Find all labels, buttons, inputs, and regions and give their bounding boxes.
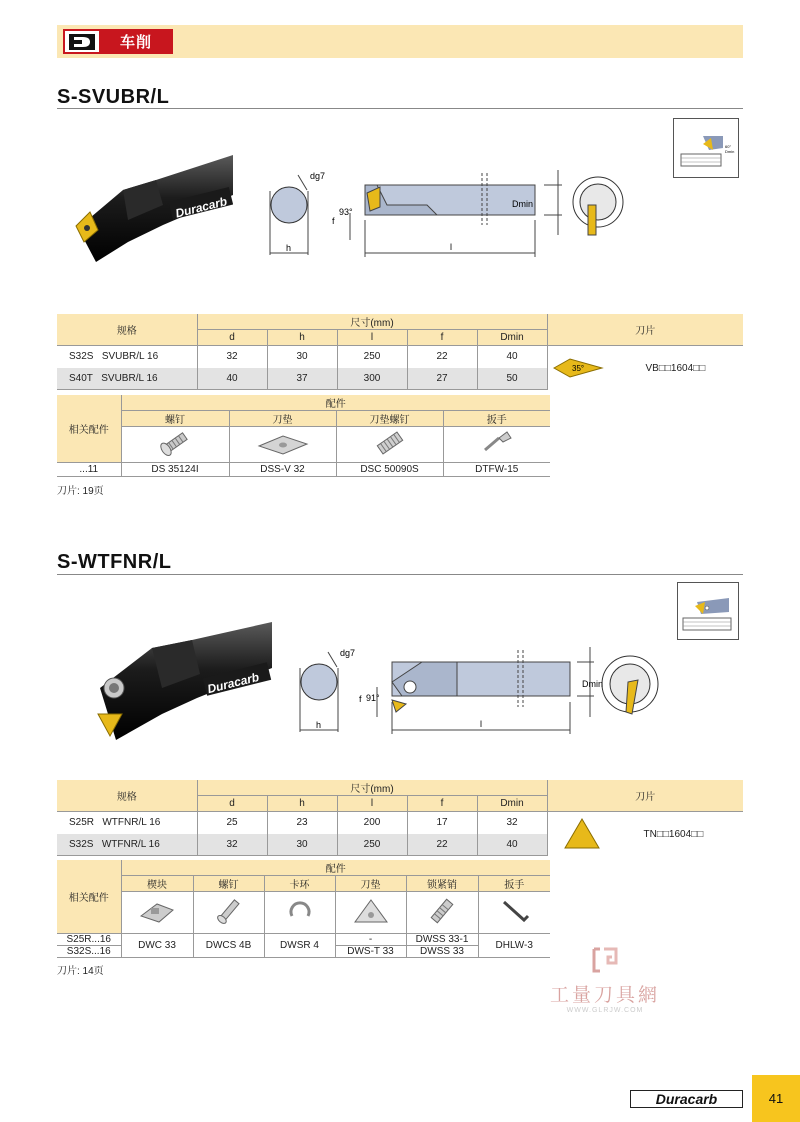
insert-cell — [547, 812, 743, 856]
insert-triangle-icon — [562, 816, 602, 852]
accessory-col: 楔块 — [121, 876, 193, 892]
cell-value: 23 — [267, 812, 337, 834]
cell-value: 40 — [197, 368, 267, 390]
accessory-col: 刀垫 — [229, 411, 336, 427]
accessory-value: - — [335, 934, 406, 946]
accessory-header: 配件 — [121, 395, 550, 411]
accessory-col: 刀垫螺钉 — [336, 411, 443, 427]
accessory-col: 扳手 — [486, 415, 507, 426]
dim-header: d — [197, 796, 267, 812]
watermark — [540, 945, 670, 1014]
row-code: S32S — [69, 351, 94, 363]
dim-header: l — [337, 330, 407, 346]
accessory-value: DWS-T 33 — [335, 946, 406, 958]
hex-key-icon — [478, 892, 550, 934]
row-code: S40T — [69, 372, 93, 384]
tool-drawing-2 — [292, 642, 672, 742]
cell-value: 32 — [477, 812, 547, 834]
accessory-value: DTFW-15 — [443, 463, 550, 477]
screw-icon — [193, 892, 264, 934]
detail-angle: 60° — [725, 144, 732, 149]
accessory-table-1 — [57, 395, 550, 477]
cell-value: 250 — [337, 834, 407, 856]
dim-header: l — [337, 796, 407, 812]
accessory-value: DWSR 4 — [264, 934, 335, 958]
accessory-value: DWSS 33 — [406, 946, 478, 958]
section1-rule — [57, 108, 743, 109]
dim-header: Dmin — [477, 330, 547, 346]
spec-table-2 — [57, 780, 743, 856]
accessory-value: DS 35124I — [121, 463, 229, 477]
wrench-icon — [443, 427, 550, 463]
accessory-label: 相关配件 — [57, 395, 121, 463]
detail-diagram-2 — [677, 582, 739, 640]
cell-value: 50 — [477, 368, 547, 390]
wedge-icon — [121, 892, 193, 934]
insert-code: TN□□1604□□ — [643, 829, 704, 840]
dim-header: h — [267, 330, 337, 346]
dim-header: d — [197, 330, 267, 346]
lock-pin-icon — [406, 892, 478, 934]
accessory-value: DWSS 33-1 — [406, 934, 478, 946]
tool-drawing-1 — [262, 165, 647, 265]
col-dims-header: 尺寸(mm) — [197, 314, 547, 330]
cell-value: 40 — [477, 346, 547, 368]
page-number: 41 — [752, 1075, 800, 1122]
footer-brand-logo: Duracarb — [630, 1090, 743, 1108]
cell-value: 22 — [407, 346, 477, 368]
cell-value: 22 — [407, 834, 477, 856]
label-angle: 93° — [339, 207, 353, 217]
photo-brand-2: Duracarb — [205, 669, 261, 697]
accessory-value: DWC 33 — [121, 934, 193, 958]
accessory-col: 螺钉 — [193, 876, 264, 892]
label-dmin: Dmin — [512, 199, 534, 209]
row-code: S32S — [69, 838, 94, 850]
insert-rhombus-icon — [552, 357, 612, 379]
row-model: SVUBR/L 16 — [101, 351, 159, 363]
detail-diagram-1 — [673, 118, 739, 178]
label-dg7: dg7 — [340, 648, 356, 658]
cell-value: 37 — [267, 368, 337, 390]
photo-brand-1: Duracarb — [173, 194, 229, 221]
watermark-logo-icon — [588, 945, 622, 975]
detail-dmin: Dmin — [725, 149, 735, 154]
shim-icon — [229, 427, 336, 463]
cell-value: 30 — [267, 834, 337, 856]
accessory-row-label: ...11 — [57, 463, 121, 477]
section2-note: 刀片: 14页 — [57, 966, 104, 977]
watermark-url: WWW.GLRJW.COM — [566, 1007, 644, 1014]
col-model-header: 规格 — [57, 314, 197, 346]
accessory-row-label: S32S...16 — [57, 946, 121, 958]
shim-screw-icon — [336, 427, 443, 463]
row-code: S25R — [69, 817, 95, 829]
section1-note: 刀片: 19页 — [57, 486, 104, 497]
insert-angle: 35° — [571, 364, 584, 373]
category-badge — [63, 29, 173, 54]
cell-value: 25 — [197, 812, 267, 834]
dim-header: Dmin — [477, 796, 547, 812]
dim-header: f — [407, 330, 477, 346]
row-model: WTFNR/L 16 — [102, 817, 161, 829]
cell-value: 40 — [477, 834, 547, 856]
duracarb-d-icon — [65, 31, 101, 52]
accessory-value: DHLW-3 — [478, 934, 550, 958]
accessory-value: DSS-V 32 — [229, 463, 336, 477]
watermark-text: 工量刀具網 — [549, 984, 660, 1006]
tool-photo-1 — [68, 150, 233, 268]
clip-ring-icon — [264, 892, 335, 934]
row-model: SVUBR/L 16 — [101, 372, 158, 384]
label-dg7: dg7 — [310, 171, 326, 181]
accessory-label: 相关配件 — [57, 860, 121, 934]
category-label: 车削 — [101, 31, 171, 52]
label-f: f — [332, 216, 335, 226]
section1-title: S-SVUBR/L — [57, 86, 170, 108]
insert-code: VB□□1604□□ — [645, 363, 706, 374]
spec-table-1 — [57, 314, 743, 390]
col-insert-header: 刀片 — [547, 314, 743, 346]
label-l: l — [450, 242, 452, 252]
accessory-col: 锁紧销 — [406, 876, 478, 892]
cell-value: 250 — [337, 346, 407, 368]
cell-value: 17 — [407, 812, 477, 834]
cell-value: 30 — [267, 346, 337, 368]
tool-photo-2 — [92, 618, 272, 744]
table-row — [57, 346, 743, 368]
row-model: WTFNR/L 16 — [101, 838, 160, 850]
cell-value: 32 — [197, 834, 267, 856]
cell-value: 27 — [407, 368, 477, 390]
label-h: h — [286, 243, 292, 253]
cell-value: 200 — [337, 812, 407, 834]
accessory-col: 刀垫 — [335, 876, 406, 892]
dim-header: f — [407, 796, 477, 812]
label-dmin: Dmin — [582, 679, 604, 689]
accessory-col: 螺钉 — [121, 411, 229, 427]
dim-header: h — [267, 796, 337, 812]
accessory-table-2 — [57, 860, 550, 958]
accessory-value: DSC 50090S — [336, 463, 443, 477]
accessory-col: 扳手 — [504, 880, 525, 891]
shim-icon — [335, 892, 406, 934]
cell-value: 300 — [337, 368, 407, 390]
accessory-col: 卡环 — [264, 876, 335, 892]
screw-icon — [121, 427, 229, 463]
accessory-header: 配件 — [121, 860, 550, 876]
label-angle: 91° — [366, 693, 380, 703]
col-insert-header: 刀片 — [547, 780, 743, 812]
section2-rule — [57, 574, 743, 575]
insert-cell — [547, 346, 743, 390]
section2-title: S-WTFNR/L — [57, 551, 172, 573]
label-h: h — [316, 720, 322, 730]
label-f: f — [359, 694, 362, 704]
accessory-value: DWCS 4B — [193, 934, 264, 958]
label-l: l — [480, 719, 482, 729]
col-dims-header: 尺寸(mm) — [197, 780, 547, 796]
col-model-header: 规格 — [57, 780, 197, 812]
cell-value: 32 — [197, 346, 267, 368]
accessory-row-label: S25R...16 — [57, 934, 121, 946]
table-row — [57, 812, 743, 834]
